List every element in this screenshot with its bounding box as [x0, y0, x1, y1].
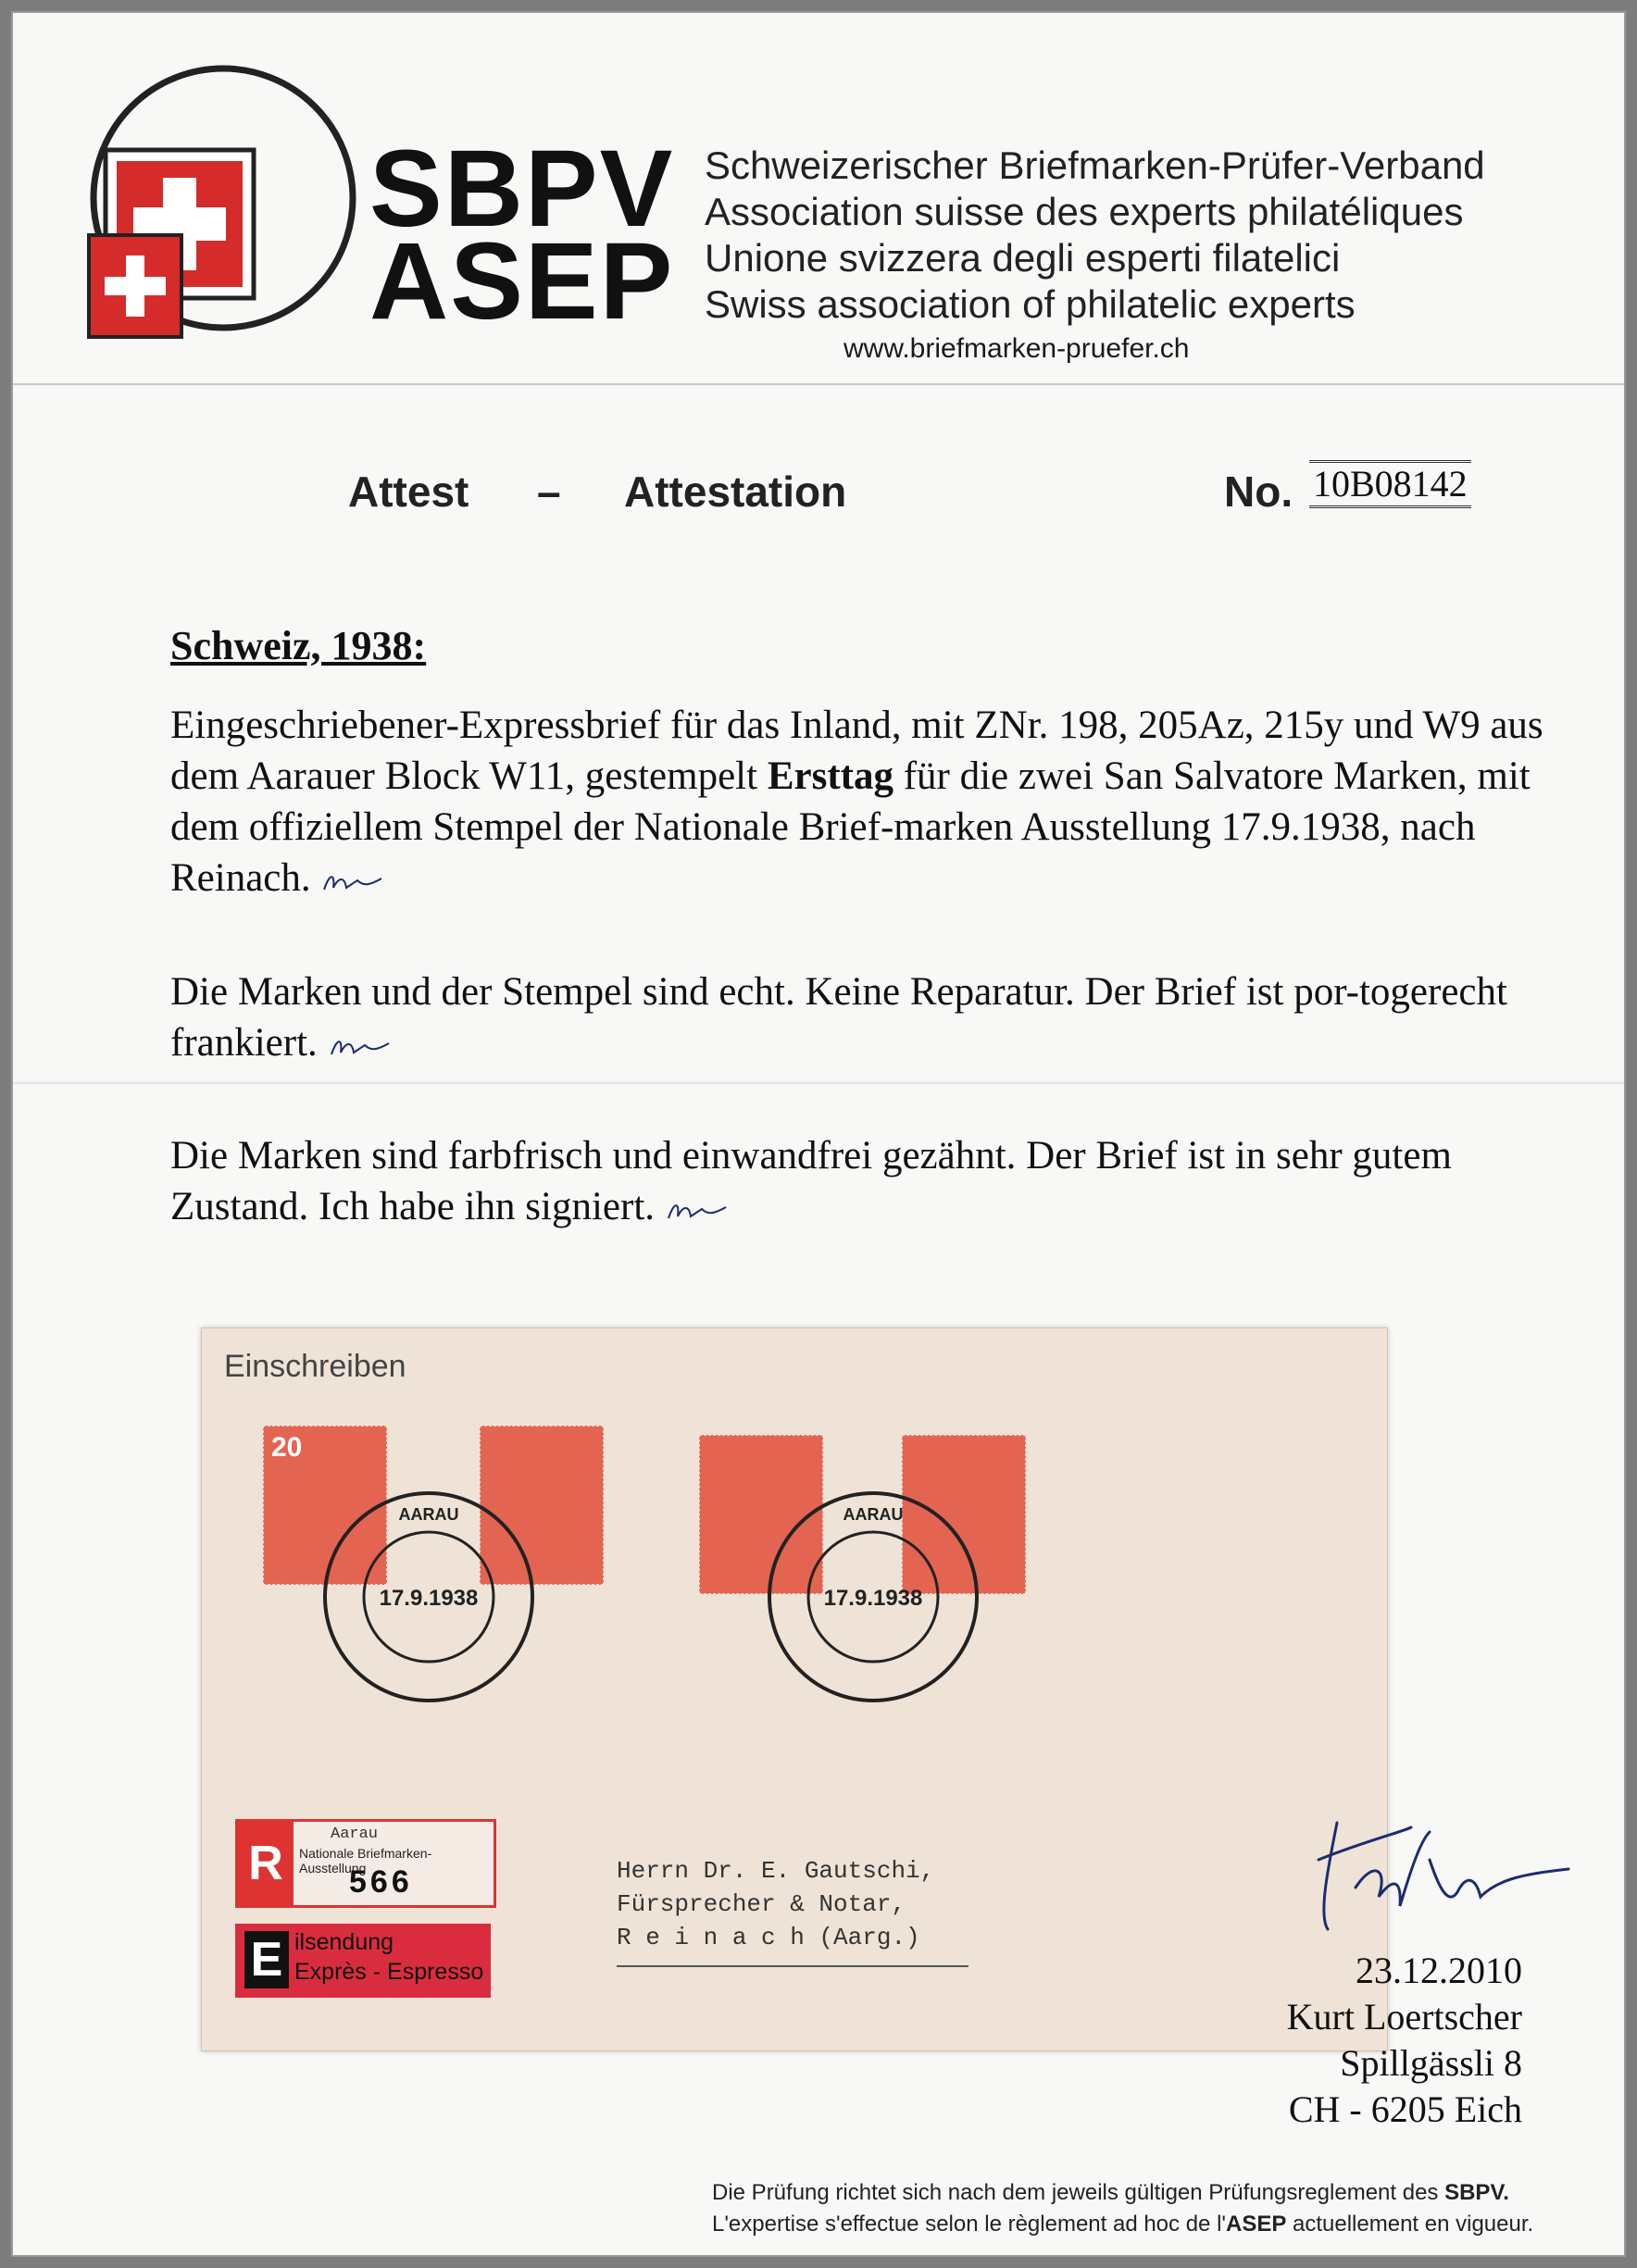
- address-underline: [617, 1965, 968, 1967]
- initials-signature-icon: [328, 1032, 393, 1060]
- assoc-name-fr: Association suisse des experts philatéliques: [705, 190, 1464, 233]
- attest-label: Attest: [348, 467, 469, 516]
- authenticity-text: Die Marken und der Stempel sind echt. Keine Reparatur. Der Brief ist por-togerecht frankiert.: [170, 970, 1507, 1065]
- footer-fr-org: ASEP: [1225, 2212, 1287, 2237]
- certificate-sheet: [11, 11, 1626, 2257]
- initials-signature-icon: [320, 867, 385, 895]
- description-paragraph: [170, 700, 1559, 903]
- postmark-icon: [757, 1481, 989, 1713]
- address-line3: R e i n a c h (Aarg.): [617, 1924, 920, 1951]
- registration-event: Nationale Briefmarken-Ausstellung: [299, 1846, 432, 1875]
- footer-fr-text-b: actuellement en vigueur.: [1286, 2212, 1534, 2237]
- express-line2: Exprès - Espresso: [294, 1959, 484, 1985]
- expert-signature-icon: [1300, 1804, 1578, 1943]
- fold-line: [13, 1082, 1624, 1085]
- certificate-number: 10B08142: [1309, 460, 1471, 508]
- condition-paragraph: [170, 1130, 1559, 1232]
- number-label: No.: [1224, 467, 1293, 516]
- first-day-emphasis: Ersttag: [767, 754, 893, 798]
- postmark-city: AARAU: [398, 1505, 459, 1524]
- authenticity-paragraph: [170, 966, 1559, 1068]
- postmark-city: AARAU: [843, 1505, 904, 1524]
- signer-block: [1287, 1948, 1522, 2133]
- footer-de-text: Die Prüfung richtet sich nach dem jeweils gültigen Prüfungsreglement des: [712, 2180, 1445, 2205]
- brand-asep: ASEP: [369, 220, 675, 343]
- initials-signature-icon: [665, 1196, 730, 1224]
- signature-date: 23.12.2010: [1356, 1950, 1522, 1991]
- einschreiben-label: Einschreiben: [224, 1349, 406, 1384]
- condition-text: Die Marken sind farbfrisch und einwandfrei gezähnt. Der Brief ist in sehr gutem Zustand. Ich habe ihn signiert.: [170, 1134, 1452, 1228]
- brand-name: [369, 128, 675, 343]
- assoc-name-de: Schweizerischer Briefmarken-Prüfer-Verband: [705, 143, 1485, 187]
- association-names: [705, 143, 1485, 370]
- cover-photo: [201, 1327, 1388, 2051]
- description-text-a: Eingeschriebener-Expressbrief für das Inland, mit ZNr. 198, 205Az, 215y und W9 aus dem Aarauer Block W11, gestempelt: [170, 704, 1543, 798]
- country-year-heading: Schweiz, 1938:: [170, 623, 427, 668]
- signer-city: CH - 6205 Eich: [1288, 2088, 1522, 2130]
- assoc-name-en: Swiss association of philatelic experts: [705, 282, 1356, 326]
- footer-line-de: [712, 2177, 1533, 2209]
- title-dash: –: [537, 467, 561, 516]
- footer-notice: [712, 2177, 1533, 2240]
- postmark-icon: [313, 1481, 544, 1713]
- description-text-b: für die zwei San Salvatore Marken, mit dem offiziellem Stempel der Nationale Brief-marken Ausstellung 17.9.1938, nach Reinach.: [170, 754, 1531, 900]
- address-line2: Fürsprecher & Notar,: [617, 1890, 906, 1918]
- website-link[interactable]: www.briefmarken-pruefer.ch: [843, 333, 1190, 364]
- express-label: [235, 1924, 491, 1998]
- registration-number: 566: [349, 1864, 413, 1900]
- recipient-address: [617, 1854, 934, 1954]
- postmark-date: 17.9.1938: [823, 1586, 923, 1611]
- registration-letter: R: [238, 1822, 294, 1905]
- header-divider: [13, 383, 1624, 385]
- assoc-name-it: Unione svizzera degli esperti filatelici: [705, 236, 1341, 280]
- footer-de-org: SBPV.: [1444, 2180, 1509, 2205]
- registration-city: Aarau: [331, 1826, 379, 1843]
- address-line1: Herrn Dr. E. Gautschi,: [617, 1857, 935, 1885]
- stamp-value: 20: [271, 1432, 303, 1463]
- sbpv-stamp-logo: [70, 59, 367, 355]
- express-line1: ilsendung: [294, 1929, 394, 1955]
- postmark-date: 17.9.1938: [379, 1586, 479, 1611]
- attestation-label: Attestation: [624, 467, 847, 516]
- signer-name: Kurt Loertscher: [1286, 1996, 1522, 2037]
- footer-fr-text-a: L'expertise s'effectue selon le règlement ad hoc de l': [712, 2212, 1226, 2237]
- registration-label: [235, 1819, 496, 1908]
- footer-line-fr: [712, 2209, 1533, 2240]
- express-letter: E: [244, 1931, 289, 1988]
- signer-street: Spillgässli 8: [1340, 2042, 1522, 2084]
- brand-sbpv: SBPV: [369, 128, 675, 250]
